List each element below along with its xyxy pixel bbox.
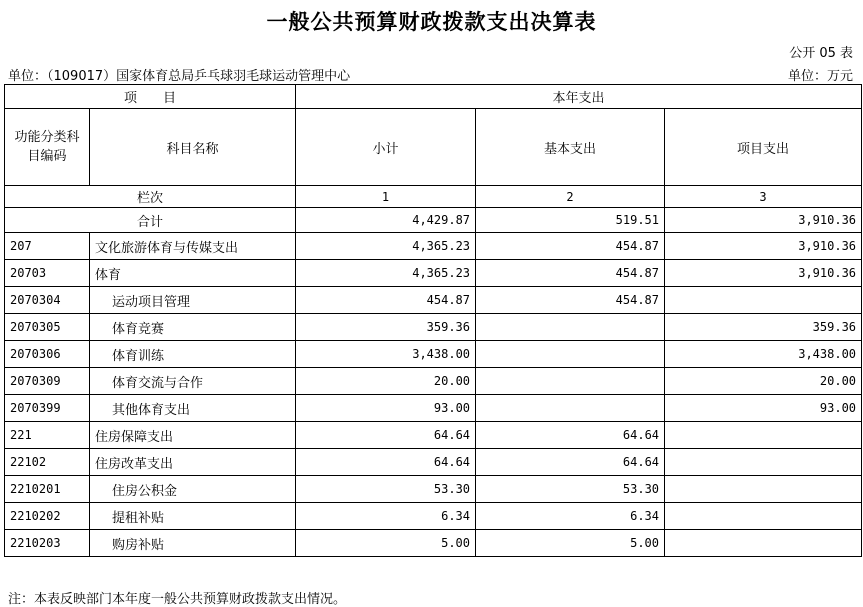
row-name: 提租补贴	[90, 503, 296, 530]
header-basic: 基本支出	[476, 109, 665, 186]
header-current-year: 本年支出	[296, 85, 862, 109]
form-code: 公开 05 表	[789, 46, 853, 61]
table-row	[5, 503, 862, 530]
expenditure-table	[4, 84, 862, 557]
total-basic: 519.51	[476, 208, 665, 233]
header-func-code: 功能分类科目编码	[5, 109, 90, 186]
row-subtotal: 5.00	[296, 530, 476, 557]
row-name: 体育竞赛	[90, 314, 296, 341]
row-code: 22102	[5, 449, 90, 476]
header-item: 项 目	[5, 85, 296, 109]
table-row	[5, 233, 862, 260]
row-code: 207	[5, 233, 90, 260]
header-row-2	[5, 109, 862, 186]
row-name: 运动项目管理	[90, 287, 296, 314]
table-row	[5, 422, 862, 449]
total-label: 合计	[5, 208, 296, 233]
row-basic: 454.87	[476, 260, 665, 287]
col-index-label: 栏次	[5, 186, 296, 208]
table-row	[5, 395, 862, 422]
row-subtotal: 3,438.00	[296, 341, 476, 368]
reporting-unit: 单位：（109017）国家体育总局乒乓球羽毛球运动管理中心	[8, 69, 351, 84]
row-subtotal: 64.64	[296, 422, 476, 449]
total-project: 3,910.36	[665, 208, 862, 233]
table-row	[5, 530, 862, 557]
row-basic: 454.87	[476, 287, 665, 314]
row-project: 3,910.36	[665, 233, 862, 260]
row-project	[665, 530, 862, 557]
row-name: 文化旅游体育与传媒支出	[90, 233, 296, 260]
row-project: 3,438.00	[665, 341, 862, 368]
row-subtotal: 359.36	[296, 314, 476, 341]
report-title: 一般公共预算财政拨款支出决算表	[266, 9, 597, 34]
table-row	[5, 341, 862, 368]
row-project	[665, 422, 862, 449]
table-row	[5, 287, 862, 314]
row-basic: 53.30	[476, 476, 665, 503]
col-index-1: 1	[296, 186, 476, 208]
row-project: 20.00	[665, 368, 862, 395]
table-row	[5, 476, 862, 503]
table-row	[5, 314, 862, 341]
row-basic: 6.34	[476, 503, 665, 530]
row-code: 2070309	[5, 368, 90, 395]
col-index-2: 2	[476, 186, 665, 208]
row-subtotal: 20.00	[296, 368, 476, 395]
row-code: 2210203	[5, 530, 90, 557]
row-basic	[476, 395, 665, 422]
row-code: 2070399	[5, 395, 90, 422]
row-basic	[476, 341, 665, 368]
row-code: 221	[5, 422, 90, 449]
table-row	[5, 260, 862, 287]
row-code: 2070306	[5, 341, 90, 368]
col-index-3: 3	[665, 186, 862, 208]
header-project: 项目支出	[665, 109, 862, 186]
row-basic	[476, 314, 665, 341]
row-basic: 5.00	[476, 530, 665, 557]
row-subtotal: 93.00	[296, 395, 476, 422]
row-subtotal: 4,365.23	[296, 233, 476, 260]
header-subtotal: 小计	[296, 109, 476, 186]
row-project	[665, 287, 862, 314]
header-subject-name: 科目名称	[90, 109, 296, 186]
row-name: 其他体育支出	[90, 395, 296, 422]
row-subtotal: 64.64	[296, 449, 476, 476]
row-project	[665, 503, 862, 530]
table-row	[5, 368, 862, 395]
total-row	[5, 208, 862, 233]
row-name: 住房公积金	[90, 476, 296, 503]
row-code: 2210201	[5, 476, 90, 503]
row-subtotal: 454.87	[296, 287, 476, 314]
row-name: 住房保障支出	[90, 422, 296, 449]
row-name: 体育交流与合作	[90, 368, 296, 395]
currency-unit: 单位：万元	[787, 69, 853, 84]
row-subtotal: 6.34	[296, 503, 476, 530]
row-project	[665, 449, 862, 476]
row-basic: 454.87	[476, 233, 665, 260]
row-code: 20703	[5, 260, 90, 287]
row-basic	[476, 368, 665, 395]
row-code: 2070304	[5, 287, 90, 314]
table-row	[5, 449, 862, 476]
row-project: 93.00	[665, 395, 862, 422]
footnote: 注：本表反映部门本年度一般公共预算财政拨款支出情况。	[8, 592, 347, 607]
header-row-1	[5, 85, 862, 109]
row-basic: 64.64	[476, 422, 665, 449]
column-index-row	[5, 186, 862, 208]
row-code: 2210202	[5, 503, 90, 530]
row-subtotal: 53.30	[296, 476, 476, 503]
total-subtotal: 4,429.87	[296, 208, 476, 233]
row-name: 体育训练	[90, 341, 296, 368]
row-basic: 64.64	[476, 449, 665, 476]
row-name: 体育	[90, 260, 296, 287]
row-project: 3,910.36	[665, 260, 862, 287]
row-code: 2070305	[5, 314, 90, 341]
row-name: 购房补贴	[90, 530, 296, 557]
row-name: 住房改革支出	[90, 449, 296, 476]
row-project	[665, 476, 862, 503]
row-project: 359.36	[665, 314, 862, 341]
row-subtotal: 4,365.23	[296, 260, 476, 287]
